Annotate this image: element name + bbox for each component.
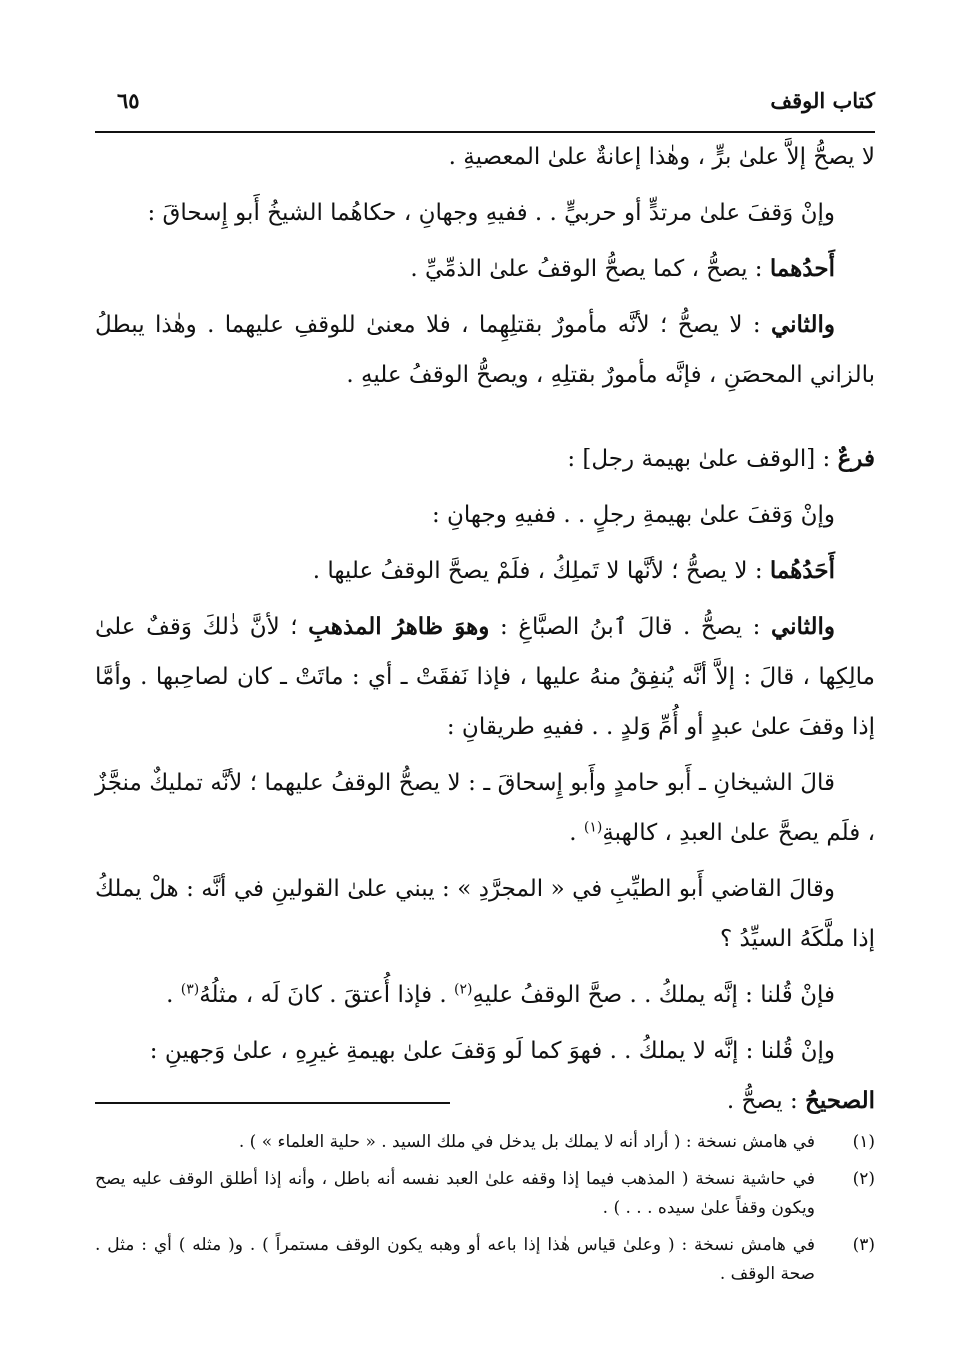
- branch-heading-lead: فرعٌ: [837, 445, 875, 472]
- paragraph-1: لا يصحُّ إلاَّ علىٰ برٍّ ، وهٰذا إعانةٌ علىٰ المعصيةِ .: [448, 144, 875, 170]
- footnote-ref-1[interactable]: (١): [583, 819, 603, 836]
- paragraph-11-text-a: فإنْ قُلنا : إنَّه يملكُ . . صحَّ الوقفُ عليهِ: [472, 982, 835, 1008]
- footnote-2: [95, 1165, 875, 1223]
- footnote-1-number: (١): [852, 1132, 875, 1152]
- paragraph-11: [95, 970, 875, 1020]
- paragraph-12: وإنْ قُلنا : إنَّه لا يملكُ . . فهوَ كما لَو وَقفَ علىٰ بهيمةِ غيرِهِ ، علىٰ وَجهينِ :: [149, 1038, 835, 1064]
- paragraph-7-lead: أَحَدُهُما: [769, 557, 835, 584]
- book-page: [95, 78, 875, 1318]
- paragraph-6: وإنْ وَقفَ علىٰ بهيمةِ رجلٍ . . ففيهِ وجهانِ :: [431, 502, 835, 528]
- paragraph-3-text: : يصحُّ ، كما يصحُّ الوقفُ علىٰ الذمِّيِّ .: [410, 256, 770, 282]
- footnote-3-number: (٣): [852, 1235, 875, 1255]
- footnote-1-text: في هامش نسخة : ( أراد أنه لا يملك بل يدخل في ملك السيد . « حلية العلماء » ) .: [238, 1132, 815, 1152]
- paragraph-10: وقالَ القاضي أَبو الطيِّبِ في « المجرَّدِ » : يبني علىٰ القولينِ في أنَّه : هلْ يملكُ إذا ملَّكَهُ السيِّدُ ؟: [95, 876, 875, 952]
- footnote-ref-3[interactable]: (٣): [180, 981, 200, 998]
- paragraph-4-text: : لا يصحُّ ؛ لأنَّه مأمورٌ بقتلِهِما ، فلا معنىٰ للوقفِ عليهما . وهٰذا يبطلُ بالزاني المحصَنِ ، فإنَّه مأمورٌ بقتلِهِ ، ويصحُّ الوقفُ عليهِ .: [95, 312, 875, 388]
- paragraph-2: وإنْ وَقفَ علىٰ مرتدٍّ أو حربيٍّ . . ففيهِ وجهانِ ، حكاهُما الشيخُ أَبو إِسحاقَ :: [147, 200, 835, 226]
- paragraph-8-text-a: : يصحُّ . قالَ ٱبنُ الصبَّاغِ :: [489, 614, 771, 640]
- paragraph-4-lead: والثاني: [770, 311, 835, 338]
- footnote-2-text: في حاشية نسخة ( المذهب فيما إذا وقفه علىٰ العبد نفسه أنه باطل ، وأنه إذا أطلق الوقف عليه يصح ويكون وقفاً علىٰ سيده . . . ) .: [95, 1169, 815, 1218]
- footnote-1: [95, 1128, 875, 1157]
- paragraph-13-text: : يصحُّ .: [726, 1088, 806, 1114]
- paragraph-11-text-b: . فإذا أُعتقَ . كانَ لَه ، مثلُهُ: [199, 982, 455, 1008]
- chapter-title: كتاب الوقف: [770, 88, 875, 113]
- paragraph-13: [95, 1076, 875, 1126]
- page-number: ٦٥: [117, 88, 140, 113]
- paragraph-8-text-b: ؛ لأنَّ ذٰلكَ وَقفٌ علىٰ مالِكِها ، قالَ : إلاَّ أنَّه يُنفِقُ منهُ عليها ، فإذا نَفقَتْ ـ أي : ماتَتْ ـ كان لصاحِبها . وأمَّا إذا وقفَ علىٰ عبدٍ أو أُمِّ وَلدٍ . . ففيهِ طريقانِ :: [95, 614, 875, 740]
- branch-heading: [95, 434, 875, 484]
- paragraph-8: [95, 602, 875, 752]
- main-text: [95, 132, 875, 1126]
- branch-heading-text: : [الوقف علىٰ بهيمة رجل] :: [567, 446, 838, 472]
- footnotes: [95, 1128, 875, 1297]
- paragraph-9-end: .: [569, 820, 584, 846]
- footnote-divider: [95, 1102, 450, 1104]
- paragraph-3-lead: أَحدُهما: [769, 255, 835, 282]
- running-header: [95, 88, 875, 124]
- paragraph-7-text: : لا يصحُّ ؛ لأنَّها لا تَملِكُ ، فلَمْ يصحَّ الوقفُ عليها .: [312, 558, 770, 584]
- paragraph-8-lead: والثاني: [770, 613, 836, 640]
- footnote-3: [95, 1231, 875, 1289]
- paragraph-13-lead: الصحيحُ: [805, 1087, 875, 1114]
- paragraph-11-text-c: .: [166, 982, 181, 1008]
- paragraph-8-emphasis: وهوَ ظاهرُ المذهبِ: [308, 613, 490, 640]
- paragraph-4: [95, 300, 875, 400]
- footnote-ref-2[interactable]: (٢): [454, 981, 473, 998]
- paragraph-9-text: قالَ الشيخانِ ـ أَبو حامدٍ وأَبو إِسحاقَ ـ : لا يصحُّ الوقفُ عليهما ؛ لأنَّه تمليكٌ منجَّزٌ ، فلَم يصحَّ علىٰ العبدِ ، كالهبةِ: [95, 770, 875, 846]
- paragraph-7: [95, 546, 875, 596]
- footnote-3-text: في هامش نسخة : ( وعلىٰ قياس هٰذا إذا باعه أو وهبه يكون الوقف مستمراً ) . و( مثله ) أي : مثل . صحة الوقف .: [95, 1235, 815, 1284]
- paragraph-3: [95, 244, 875, 294]
- paragraph-9: [95, 758, 875, 858]
- footnote-2-number: (٢): [852, 1169, 875, 1189]
